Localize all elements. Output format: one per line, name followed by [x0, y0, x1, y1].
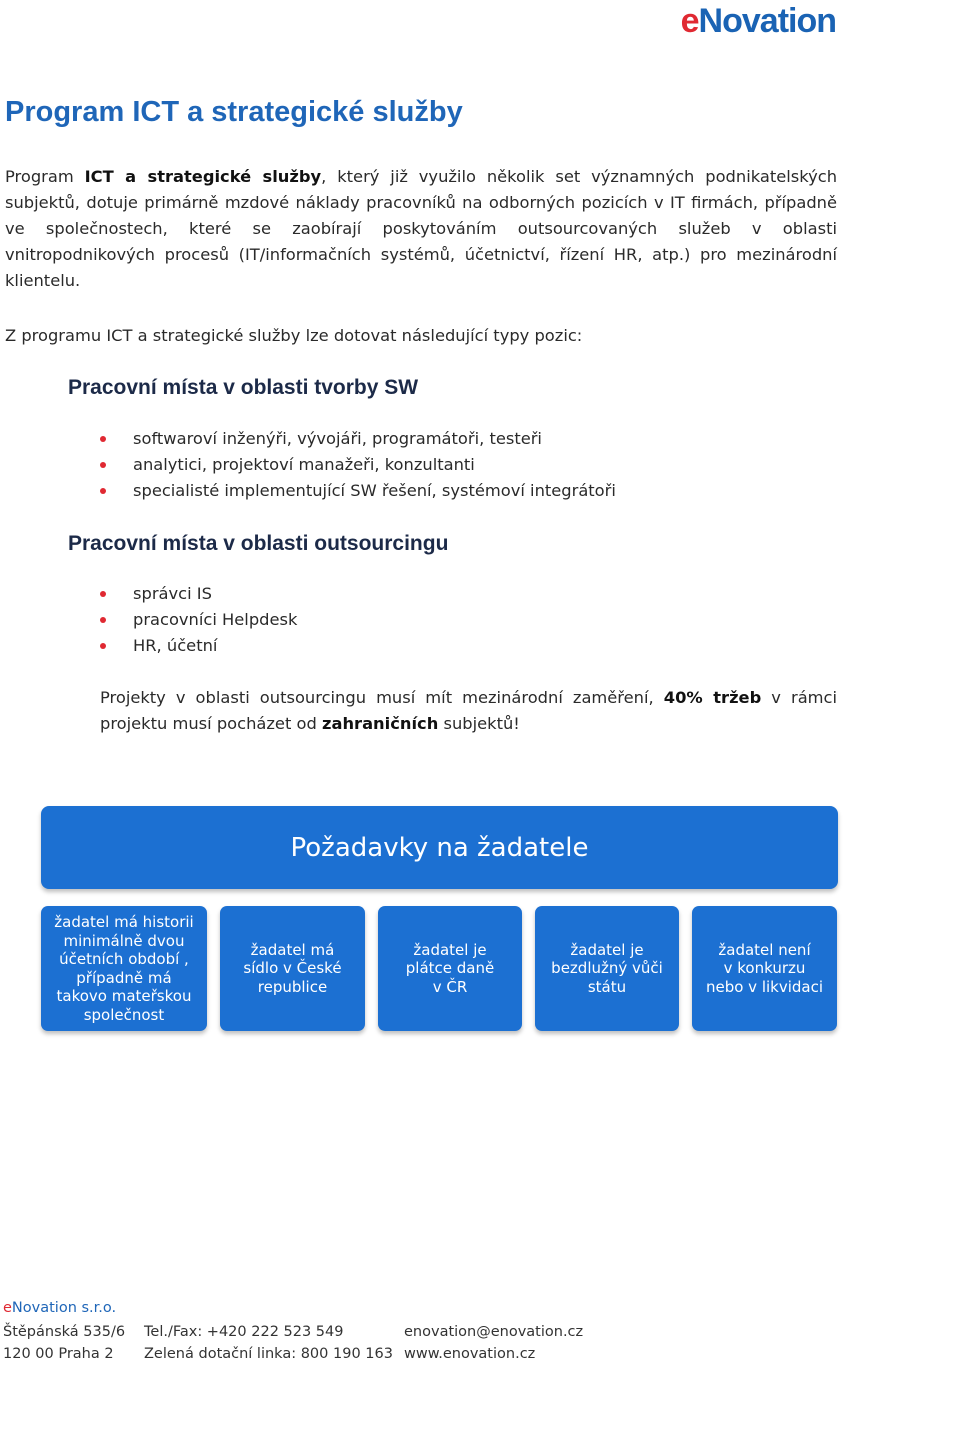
footer-website: www.enovation.cz — [404, 1346, 536, 1362]
note-text-1: Projekty v oblasti outsourcingu musí mít mezinárodní zaměření, — [100, 688, 664, 707]
page-title: Program ICT a strategické služby — [5, 96, 463, 128]
note-revenue-share: 40% tržeb — [663, 688, 762, 707]
note-text-2: v rámci projektu musí pocházet od — [100, 688, 838, 733]
card-line: společnost — [83, 1005, 165, 1024]
requirements-header: Požadavky na žadatele — [41, 806, 838, 889]
list-item: správci IS — [100, 581, 297, 607]
intro-paragraph — [5, 164, 837, 294]
list-item: specialisté implementující SW řešení, systémoví integrátoři — [100, 478, 616, 504]
card-line: takovo mateřskou — [56, 987, 192, 1005]
positions-lead-text: Z programu ICT a strategické služby lze dotovat následující typy pozic: — [5, 326, 583, 345]
card-line: žadatel má — [250, 940, 335, 959]
outsourcing-note — [100, 685, 837, 737]
intro-text-2: , který již využilo několik set významných podnikatelských subjektů, dotuje primárně mzdové náklady pracovníků na odborných pozicích v IT firmách, případně ve společnostech, které se zaobírají poskytováním outsourcovaných služeb v oblasti vnitropodnikových procesů (IT/informačních systémů, účetnictví, řízení HR, atp.) pro mezinárodní klientelu. — [5, 167, 838, 290]
section-heading-outsourcing: Pracovní místa v oblasti outsourcingu — [68, 532, 449, 555]
footer-address — [3, 1321, 125, 1365]
note-foreign: zahraničních — [321, 714, 439, 733]
footer-company-name — [3, 1300, 116, 1316]
requirement-card-no-bankruptcy — [692, 906, 837, 1031]
footer-city: 120 00 Praha 2 — [3, 1346, 114, 1362]
footer-contacts — [404, 1321, 583, 1365]
card-line: bezdlužný vůči — [551, 959, 663, 978]
card-line: nebo v likvidaci — [705, 977, 824, 996]
list-item: analytici, projektoví manažeři, konzultanti — [100, 452, 616, 478]
footer-hotline: Zelená dotační linka: 800 190 163 — [144, 1346, 393, 1362]
card-line: minimálně dvou — [63, 931, 185, 950]
logo-prefix: e — [680, 2, 699, 40]
card-line: republice — [257, 977, 328, 996]
logo-text: Novation — [698, 2, 836, 40]
intro-text-1: Program — [5, 167, 85, 186]
list-item: softwaroví inženýři, vývojáři, programátoři, testeři — [100, 426, 616, 452]
card-line: státu — [587, 977, 627, 996]
requirement-card-seat — [220, 906, 365, 1031]
requirement-card-history — [41, 906, 207, 1031]
outsourcing-positions-list — [100, 581, 297, 659]
section-heading-sw: Pracovní místa v oblasti tvorby SW — [68, 376, 419, 399]
footer-email: enovation@enovation.cz — [404, 1324, 584, 1340]
list-item: HR, účetní — [100, 633, 297, 659]
card-line: žadatel není — [718, 940, 811, 959]
card-line: případně má — [76, 968, 172, 987]
footer-company-prefix: e — [3, 1300, 12, 1316]
card-line: plátce daně — [405, 959, 495, 978]
sw-positions-list — [100, 426, 616, 504]
footer-phone: Tel./Fax: +420 222 523 549 — [144, 1324, 344, 1340]
card-line: účetních období , — [59, 950, 189, 968]
intro-program-name: ICT a strategické služby — [84, 167, 322, 186]
card-line: v ČR — [432, 977, 468, 996]
company-logo — [681, 2, 836, 41]
card-line: žadatel má historii — [54, 913, 194, 931]
card-line: žadatel je — [413, 940, 487, 959]
note-text-3: subjektů! — [438, 714, 520, 733]
footer-street: Štěpánská 535/6 — [3, 1324, 126, 1340]
footer-company-rest: Novation s.r.o. — [11, 1300, 117, 1316]
card-line: sídlo v České — [243, 959, 342, 978]
requirement-card-vat — [378, 906, 522, 1031]
footer-phones — [144, 1321, 393, 1365]
card-line: žadatel je — [570, 940, 644, 959]
list-item: pracovníci Helpdesk — [100, 607, 297, 633]
card-line: v konkurzu — [723, 959, 806, 978]
requirement-card-debt-free — [535, 906, 679, 1031]
